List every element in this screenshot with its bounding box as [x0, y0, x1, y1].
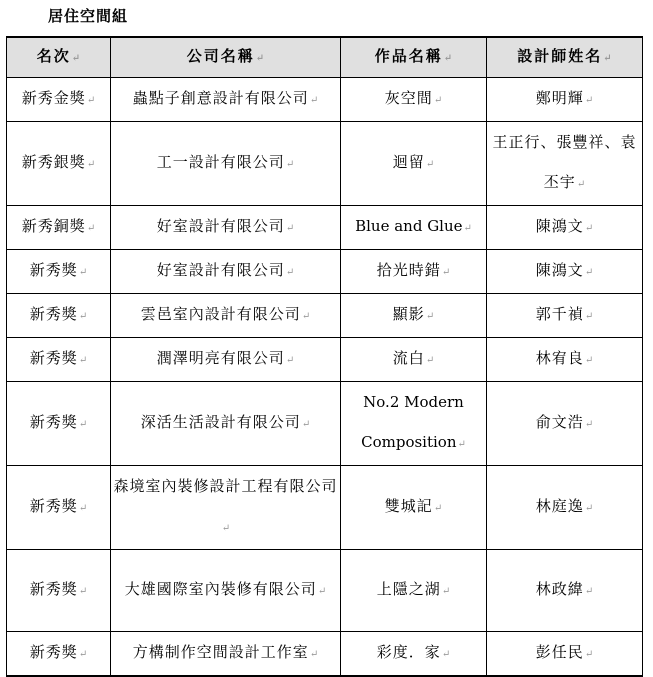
- paragraph-mark-icon: ↵: [441, 267, 451, 278]
- paragraph-mark-icon: ↵: [301, 311, 311, 322]
- paragraph-mark-icon: ↵: [576, 179, 586, 190]
- paragraph-mark-icon: ↵: [78, 419, 88, 430]
- table-row: [7, 122, 643, 206]
- paragraph-mark-icon: ↵: [584, 311, 594, 322]
- cell-rank: 新秀銅獎↵: [7, 206, 111, 250]
- table-row: [7, 550, 643, 632]
- paragraph-mark-icon: ↵: [309, 649, 319, 660]
- paragraph-mark-icon: ↵: [425, 311, 435, 322]
- paragraph-mark-icon: ↵: [584, 355, 594, 366]
- cell-company: 工一設計有限公司↵: [111, 122, 341, 206]
- cell-company: 好室設計有限公司↵: [111, 250, 341, 294]
- cell-rank: 新秀獎↵: [7, 294, 111, 338]
- paragraph-mark-icon: ↵: [425, 355, 435, 366]
- header-designer: 設計師姓名↵: [487, 37, 643, 78]
- header-rank: 名次↵: [7, 37, 111, 78]
- cell-designer: 王正行、張豐祥、袁丕宇↵: [487, 122, 643, 206]
- cell-rank: 新秀銀獎↵: [7, 122, 111, 206]
- awards-table: [6, 36, 643, 677]
- paragraph-mark-icon: ↵: [584, 223, 594, 234]
- cell-work: 彩度．家↵: [341, 632, 487, 677]
- cell-designer: 林宥良↵: [487, 338, 643, 382]
- cell-designer: 陳鴻文↵: [487, 250, 643, 294]
- paragraph-mark-icon: ↵: [285, 159, 295, 170]
- paragraph-mark-icon: ↵: [433, 95, 443, 106]
- paragraph-mark-icon: ↵: [78, 267, 88, 278]
- cell-rank: 新秀獎↵: [7, 550, 111, 632]
- cell-designer: 林政緯↵: [487, 550, 643, 632]
- paragraph-mark-icon: ↵: [78, 311, 88, 322]
- paragraph-mark-icon: ↵: [86, 159, 96, 170]
- paragraph-mark-icon: ↵: [301, 419, 311, 430]
- cell-company: 森境室內裝修設計工程有限公司↵: [111, 466, 341, 550]
- table-row: [7, 294, 643, 338]
- paragraph-mark-icon: ↵: [425, 159, 435, 170]
- paragraph-mark-icon: ↵: [433, 503, 443, 514]
- cell-designer: 彭任民↵: [487, 632, 643, 677]
- cell-company: 大雄國際室內裝修有限公司↵: [111, 550, 341, 632]
- paragraph-mark-icon: ↵: [584, 649, 594, 660]
- paragraph-mark-icon: ↵: [285, 355, 295, 366]
- cell-company: 潤澤明亮有限公司↵: [111, 338, 341, 382]
- paragraph-mark-icon: ↵: [584, 503, 594, 514]
- cell-work: 雙城記↵: [341, 466, 487, 550]
- paragraph-mark-icon: ↵: [443, 53, 453, 64]
- cell-work: Blue and Glue↵: [341, 206, 487, 250]
- paragraph-mark-icon: ↵: [78, 649, 88, 660]
- cell-rank: 新秀獎↵: [7, 250, 111, 294]
- paragraph-mark-icon: ↵: [584, 95, 594, 106]
- header-company: 公司名稱↵: [111, 37, 341, 78]
- paragraph-mark-icon: ↵: [441, 586, 451, 597]
- paragraph-mark-icon: ↵: [285, 267, 295, 278]
- paragraph-mark-icon: ↵: [457, 439, 466, 450]
- paragraph-mark-icon: ↵: [221, 523, 231, 534]
- cell-designer: 林庭逸↵: [487, 466, 643, 550]
- table-row: [7, 382, 643, 466]
- cell-company: 方構制作空間設計工作室↵: [111, 632, 341, 677]
- paragraph-mark-icon: ↵: [71, 53, 81, 64]
- cell-work: 迴留↵: [341, 122, 487, 206]
- paragraph-mark-icon: ↵: [603, 53, 612, 64]
- paragraph-mark-icon: ↵: [584, 586, 594, 597]
- cell-company: 雲邑室內設計有限公司↵: [111, 294, 341, 338]
- cell-rank: 新秀獎↵: [7, 632, 111, 677]
- paragraph-mark-icon: ↵: [78, 586, 88, 597]
- paragraph-mark-icon: ↵: [463, 223, 472, 234]
- cell-rank: 新秀獎↵: [7, 338, 111, 382]
- cell-company: 深活生活設計有限公司↵: [111, 382, 341, 466]
- cell-work: 顯影↵: [341, 294, 487, 338]
- cell-work: 拾光時錯↵: [341, 250, 487, 294]
- cell-company: 好室設計有限公司↵: [111, 206, 341, 250]
- cell-designer: 俞文浩↵: [487, 382, 643, 466]
- cell-designer: 陳鴻文↵: [487, 206, 643, 250]
- paragraph-mark-icon: ↵: [86, 223, 96, 234]
- table-row: [7, 250, 643, 294]
- cell-work: 流白↵: [341, 338, 487, 382]
- cell-work: No.2 Modern Composition↵: [341, 382, 487, 466]
- paragraph-mark-icon: ↵: [309, 95, 319, 106]
- paragraph-mark-icon: ↵: [584, 267, 594, 278]
- cell-rank: 新秀獎↵: [7, 466, 111, 550]
- cell-work: 灰空間↵: [341, 78, 487, 122]
- cell-designer: 郭千禎↵: [487, 294, 643, 338]
- paragraph-mark-icon: ↵: [317, 586, 327, 597]
- paragraph-mark-icon: ↵: [78, 355, 88, 366]
- table-row: [7, 78, 643, 122]
- header-work: 作品名稱↵: [341, 37, 487, 78]
- cell-rank: 新秀獎↵: [7, 382, 111, 466]
- table-row: [7, 338, 643, 382]
- cell-designer: 鄭明輝↵: [487, 78, 643, 122]
- table-row: [7, 466, 643, 550]
- paragraph-mark-icon: ↵: [86, 95, 96, 106]
- page-title: 居住空間組: [48, 7, 129, 25]
- header-row: [7, 37, 643, 78]
- table-row: [7, 632, 643, 677]
- paragraph-mark-icon: ↵: [285, 223, 295, 234]
- cell-rank: 新秀金獎↵: [7, 78, 111, 122]
- table-row: [7, 206, 643, 250]
- cell-company: 蟲點子創意設計有限公司↵: [111, 78, 341, 122]
- paragraph-mark-icon: ↵: [584, 419, 594, 430]
- cell-work: 上隱之湖↵: [341, 550, 487, 632]
- paragraph-mark-icon: ↵: [255, 53, 265, 64]
- paragraph-mark-icon: ↵: [78, 503, 88, 514]
- paragraph-mark-icon: ↵: [441, 649, 451, 660]
